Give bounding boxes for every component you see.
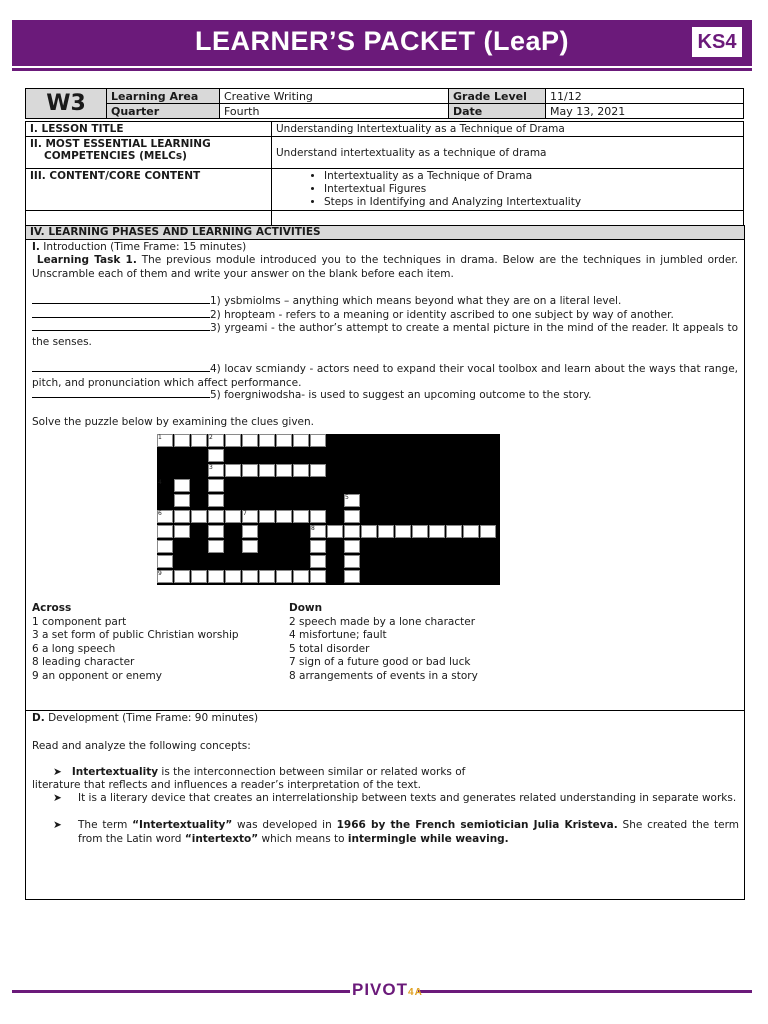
clue-item: 9 an opponent or enemy: [32, 669, 162, 682]
crossword-cell[interactable]: [174, 494, 190, 507]
crossword-cell[interactable]: [225, 510, 241, 523]
concept-fragment: 1966 by the French semiotician Julia Kristeva.: [336, 819, 618, 831]
crossword-cell[interactable]: [310, 540, 326, 553]
crossword-cell[interactable]: [259, 570, 275, 583]
content-list: [276, 170, 739, 209]
learning-phases-box: [25, 225, 745, 900]
intro-line: [32, 241, 246, 255]
crossword-cell[interactable]: [157, 525, 173, 538]
task-paragraph: [32, 254, 738, 281]
crossword-cell[interactable]: [208, 494, 224, 507]
clue-item: 6 a long speech: [32, 642, 116, 655]
down-clues: [289, 602, 478, 683]
crossword-cell[interactable]: [242, 464, 258, 477]
crossword-grid: [157, 434, 500, 585]
concept-text: [53, 819, 739, 846]
clue-item: 7 sign of a future good or bad luck: [289, 656, 471, 668]
crossword-cell[interactable]: [344, 555, 360, 568]
concept-3: [53, 819, 739, 846]
intro-mark: I.: [32, 241, 40, 253]
answer-blank[interactable]: [32, 308, 210, 318]
clue-item: 8 arrangements of events in a story: [289, 669, 478, 682]
item-text: 1) ysbmiolms – anything which means beyond what they are on a literal level.: [210, 295, 622, 307]
crossword-cell[interactable]: [310, 555, 326, 568]
crossword-cell[interactable]: [208, 510, 224, 523]
footer-line-left: [12, 990, 350, 993]
concept-fragment: intermingle while weaving.: [347, 832, 509, 845]
lesson-title: Understanding Intertextuality as a Technique of Drama: [272, 122, 744, 137]
content-label: III. CONTENT/CORE CONTENT: [26, 169, 272, 211]
pivot-logo-suffix: 4A: [408, 987, 423, 998]
melc-label-line2: COMPETENCIES (MELCs): [44, 150, 187, 162]
arrow-bullet-icon: ➤: [53, 766, 62, 778]
crossword-number: 9: [158, 569, 162, 577]
down-heading: Down: [289, 602, 323, 614]
concept-text: is the interconnection between similar or related works of: [158, 766, 466, 778]
crossword-cell[interactable]: [259, 464, 275, 477]
crossword-number: 8: [311, 524, 315, 532]
crossword-cell[interactable]: [276, 464, 292, 477]
crossword-cell[interactable]: [276, 510, 292, 523]
crossword-cell[interactable]: [429, 525, 445, 538]
item-text: 4) locav scmiandy - actors need to expand their vocal toolbox and learn about the ways that range, pitch, and pronunciation which affect performance.: [32, 363, 738, 389]
learning-area-value: Creative Writing: [220, 89, 449, 104]
jumbled-item-3: [32, 321, 738, 349]
dev-intro: Read and analyze the following concepts:: [32, 740, 251, 752]
puzzle-intro: Solve the puzzle below by examining the clues given.: [32, 416, 314, 428]
crossword-cell[interactable]: [174, 434, 190, 447]
crossword-cell[interactable]: [191, 510, 207, 523]
crossword-cell[interactable]: [242, 570, 258, 583]
across-heading: Across: [32, 602, 72, 614]
crossword-cell[interactable]: [242, 434, 258, 447]
jumbled-item-4: [32, 362, 738, 390]
dev-label: Development (Time Frame: 90 minutes): [48, 712, 259, 724]
lesson-table: [25, 121, 744, 226]
crossword-cell[interactable]: [293, 570, 309, 583]
answer-blank[interactable]: [32, 388, 210, 398]
dev-mark: D.: [32, 712, 45, 724]
crossword-cell[interactable]: [463, 525, 479, 538]
clue-item: 4 misfortune; fault: [289, 629, 387, 641]
crossword-cell[interactable]: [174, 570, 190, 583]
crossword-cell[interactable]: [395, 525, 411, 538]
week-label: W3: [26, 89, 107, 119]
crossword-cell[interactable]: [191, 570, 207, 583]
item-text: 5) foergniwodsha- is used to suggest an upcoming outcome to the story.: [210, 389, 592, 401]
melc-label: [26, 137, 272, 169]
answer-blank[interactable]: [32, 362, 210, 372]
banner-title: LEARNER’S PACKET (LeaP): [194, 26, 570, 56]
crossword-cell[interactable]: [361, 525, 377, 538]
crossword-number: 3: [209, 464, 213, 472]
crossword-cell[interactable]: [293, 510, 309, 523]
empty-cell: [26, 211, 272, 226]
intro-label: Introduction (Time Frame: 15 minutes): [43, 241, 247, 253]
quarter-value: Fourth: [220, 104, 449, 119]
crossword-cell[interactable]: [259, 434, 275, 447]
crossword-cell[interactable]: [378, 525, 394, 538]
content-item: • Intertextuality as a Technique of Drama: [324, 170, 739, 183]
footer-line-right: [418, 990, 752, 993]
concept-fragment: was developed in: [232, 819, 337, 831]
answer-blank[interactable]: [32, 294, 210, 304]
clue-item: 1 component part: [32, 615, 127, 628]
crossword-cell[interactable]: [327, 525, 343, 538]
concept-1-line2: literature that reflects and influences a reader’s interpretation of the text.: [32, 779, 421, 791]
ks4-badge: KS4: [692, 27, 742, 57]
concept-fragment: The term: [78, 819, 133, 831]
concept-fragment: “Intertextuality”: [132, 819, 233, 831]
crossword-cell[interactable]: [225, 434, 241, 447]
crossword-cell[interactable]: [259, 510, 275, 523]
concept-fragment: “intertexto”: [184, 832, 259, 845]
crossword-cell[interactable]: [276, 434, 292, 447]
crossword-cell[interactable]: [174, 479, 190, 492]
clue-item: 8 leading character: [32, 656, 135, 668]
crossword-cell[interactable]: [446, 525, 462, 538]
banner-underline: [12, 68, 752, 71]
melc-text: Understand intertextuality as a technique of drama: [272, 137, 744, 169]
item-text: 3) yrgeami - the author’s attempt to create a mental picture in the mind of the reader. It appeals to the senses.: [32, 322, 738, 348]
crossword-cell[interactable]: [276, 570, 292, 583]
crossword-cell[interactable]: [310, 510, 326, 523]
crossword-cell[interactable]: [174, 510, 190, 523]
header-table: [25, 88, 744, 119]
task-label: Learning Task 1.: [36, 254, 137, 266]
crossword-number: 6: [158, 509, 162, 517]
concept-text: It is a literary device that creates an interrelationship between texts and generates related understanding in separate works.: [78, 792, 737, 804]
jumbled-item-1: [32, 294, 738, 309]
crossword-cell[interactable]: [344, 510, 360, 523]
concept-fragment: She created the term from the Latin word: [78, 819, 739, 845]
concept-2: [53, 792, 739, 806]
crossword-number: 4: [158, 479, 162, 487]
empty-cell: [272, 211, 744, 226]
content-item: • Steps in Identifying and Analyzing Intertextuality: [324, 196, 739, 209]
across-clues: [32, 602, 239, 683]
grade-level-value: 11/12: [546, 89, 744, 104]
crossword-number: 1: [158, 434, 162, 441]
date-value: May 13, 2021: [546, 104, 744, 119]
crossword-cell[interactable]: [191, 434, 207, 447]
crossword-cell[interactable]: [242, 525, 258, 538]
item-text: 2) hropteam - refers to a meaning or identity ascribed to one subject by way of another.: [210, 309, 674, 321]
task-text: The previous module introduced you to the techniques in drama. Below are the techniques in jumbled order. Unscramble each of them and write your answer on the blank before each item.: [32, 254, 739, 280]
arrow-bullet-icon: ➤: [53, 792, 62, 804]
arrow-bullet-icon: ➤: [53, 819, 62, 831]
crossword-cell[interactable]: [157, 555, 173, 568]
clue-item: 2 speech made by a lone character: [289, 615, 476, 628]
quarter-label: Quarter: [107, 104, 220, 119]
crossword-cell[interactable]: [208, 525, 224, 538]
leap-banner: [12, 20, 752, 66]
crossword-cell[interactable]: [208, 479, 224, 492]
crossword-cell[interactable]: [344, 540, 360, 553]
crossword-cell[interactable]: [480, 525, 496, 538]
answer-blank[interactable]: [32, 321, 210, 331]
clue-item: 5 total disorder: [289, 642, 370, 655]
crossword-cell[interactable]: [412, 525, 428, 538]
phases-heading: IV. LEARNING PHASES AND LEARNING ACTIVITIES: [26, 226, 744, 240]
crossword-cell[interactable]: [293, 434, 309, 447]
section-divider: [26, 710, 744, 711]
crossword-cell[interactable]: [293, 464, 309, 477]
crossword-cell[interactable]: [174, 525, 190, 538]
learning-area-label: Learning Area: [107, 89, 220, 104]
concept-fragment: which means to: [258, 832, 348, 845]
crossword-cell[interactable]: [344, 570, 360, 583]
pivot-logo-text: PIVOT: [352, 980, 409, 999]
clue-item: 3 a set form of public Christian worship: [32, 629, 239, 641]
jumbled-item-5: [32, 388, 738, 403]
crossword-cell[interactable]: [310, 570, 326, 583]
content-list-cell: [272, 169, 744, 211]
crossword-cell[interactable]: [242, 540, 258, 553]
content-item: • Intertextual Figures: [324, 183, 739, 196]
crossword-cell[interactable]: [208, 449, 224, 462]
concept-term: Intertextuality: [71, 766, 159, 778]
crossword-number: 2: [209, 434, 213, 441]
crossword-cell[interactable]: [225, 464, 241, 477]
crossword-cell[interactable]: [310, 434, 326, 447]
lesson-title-label: I. LESSON TITLE: [26, 122, 272, 137]
crossword-number: 7: [243, 509, 247, 517]
crossword-number: 5: [345, 494, 349, 502]
pivot-logo: [352, 980, 423, 1000]
crossword-cell[interactable]: [208, 570, 224, 583]
melc-label-line1: II. MOST ESSENTIAL LEARNING: [30, 138, 211, 150]
date-label: Date: [449, 104, 546, 119]
crossword-cell[interactable]: [157, 540, 173, 553]
crossword-cell[interactable]: [225, 570, 241, 583]
crossword-cell[interactable]: [310, 464, 326, 477]
crossword-cell[interactable]: [344, 525, 360, 538]
concept-1: [53, 766, 465, 780]
development-line: [32, 712, 258, 726]
grade-level-label: Grade Level: [449, 89, 546, 104]
crossword-cell[interactable]: [208, 540, 224, 553]
